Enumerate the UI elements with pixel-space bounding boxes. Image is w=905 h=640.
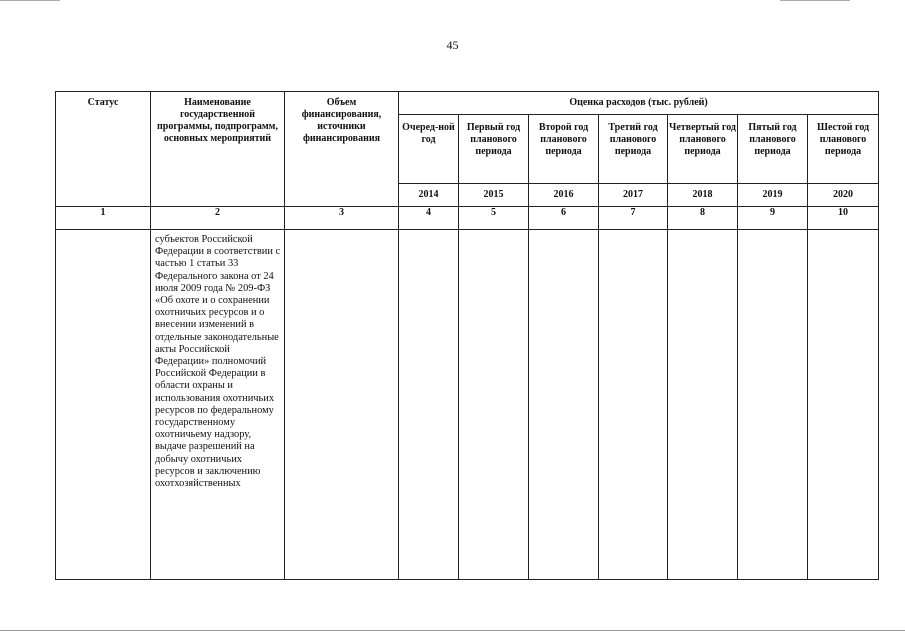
header-period: Очеред-ной год	[399, 115, 459, 184]
column-number: 10	[808, 207, 879, 230]
cell-status	[56, 230, 151, 580]
cell-value	[459, 230, 529, 580]
header-year: 2015	[459, 184, 529, 207]
header-name: Наименование государственной программы, подпрограмм, основных мероприятий	[151, 92, 285, 207]
scan-edge-mark	[780, 0, 850, 1]
column-number: 9	[738, 207, 808, 230]
cell-value	[399, 230, 459, 580]
scan-edge-mark	[0, 0, 60, 1]
header-status: Статус	[56, 92, 151, 207]
column-number: 8	[668, 207, 738, 230]
header-period: Четвертый год планового периода	[668, 115, 738, 184]
header-year: 2020	[808, 184, 879, 207]
cell-description: субъектов Российской Федерации в соответствии с частью 1 статьи 33 Федерального закона от 24 июля 2009 года № 209-ФЗ «Об охоте и о сохранении охотничьих ресурсов и о внесении изменений в отдельные законодательные акты Российской Федерации» полномочий Российской Федерации в области охраны и использования охотничьих ресурсов по федеральному государственному охотничьему надзору, выдаче разрешений на добычу охотничьих ресурсов и заключению охотхозяйственных	[151, 230, 285, 580]
cell-value	[599, 230, 668, 580]
header-estimate: Оценка расходов (тыс. рублей)	[399, 92, 879, 115]
header-year: 2016	[529, 184, 599, 207]
header-year: 2014	[399, 184, 459, 207]
page-bottom-rule	[0, 630, 905, 631]
header-period: Третий год планового периода	[599, 115, 668, 184]
column-number: 2	[151, 207, 285, 230]
column-number: 5	[459, 207, 529, 230]
header-year: 2019	[738, 184, 808, 207]
cell-value	[808, 230, 879, 580]
header-period: Второй год планового периода	[529, 115, 599, 184]
column-number: 1	[56, 207, 151, 230]
cell-funding	[285, 230, 399, 580]
cell-value	[668, 230, 738, 580]
column-number: 4	[399, 207, 459, 230]
page-number: 45	[446, 38, 459, 52]
header-year: 2017	[599, 184, 668, 207]
cell-value	[529, 230, 599, 580]
cell-value	[738, 230, 808, 580]
header-period: Шестой год планового периода	[808, 115, 879, 184]
column-number: 3	[285, 207, 399, 230]
header-funding: Объем финансирования, источники финансирования	[285, 92, 399, 207]
expenditure-table	[55, 91, 879, 580]
table-row	[56, 230, 879, 580]
header-period: Пятый год планового периода	[738, 115, 808, 184]
header-year: 2018	[668, 184, 738, 207]
column-number: 7	[599, 207, 668, 230]
column-number: 6	[529, 207, 599, 230]
header-period: Первый год планового периода	[459, 115, 529, 184]
